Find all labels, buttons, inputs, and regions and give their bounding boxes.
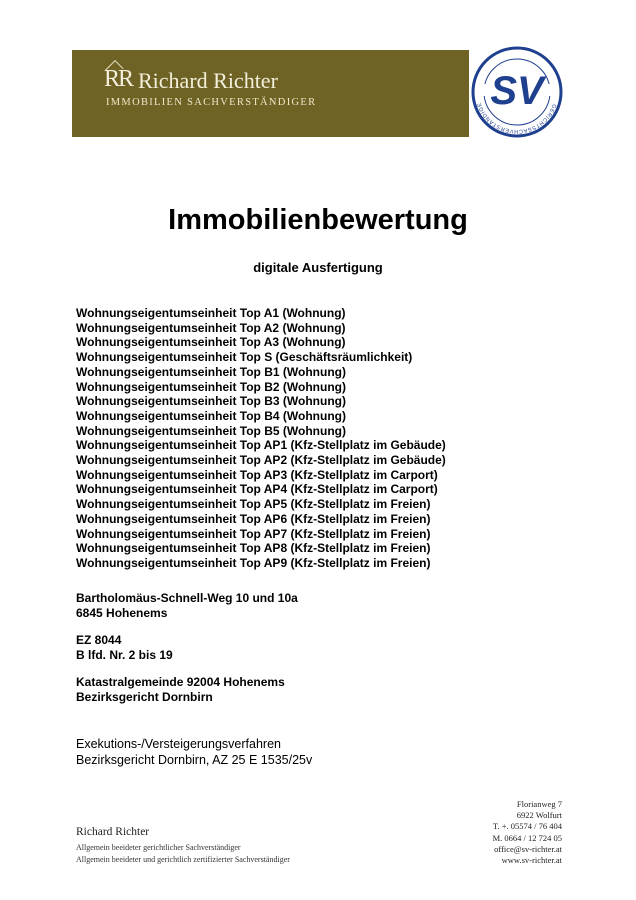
address-street: Bartholomäus-Schnell-Weg 10 und 10a — [76, 591, 298, 605]
cadastral-info — [76, 675, 285, 705]
unit-list-item: Wohnungseigentumseinheit Top B3 (Wohnung) — [76, 394, 346, 409]
seal-ring-text: GERICHTSSACHVERSTÄNDIGE — [476, 101, 557, 135]
footer-title-2: Allgemein beeideter und gerichtlich zertifizierter Sachverständiger — [76, 855, 290, 864]
footer-title-1: Allgemein beeideter gerichtlicher Sachverständiger — [76, 843, 241, 852]
unit-list-item: Wohnungseigentumseinheit Top A3 (Wohnung) — [76, 335, 346, 350]
seal-letters: SV — [490, 69, 544, 113]
footer-signature — [76, 826, 290, 866]
property-address — [76, 591, 298, 621]
unit-list-item: Wohnungseigentumseinheit Top AP2 (Kfz-Stellplatz im Gebäude) — [76, 453, 446, 468]
lfd-number: B lfd. Nr. 2 bis 19 — [76, 648, 173, 662]
document-title: Immobilienbewertung — [168, 204, 468, 236]
unit-list-item: Wohnungseigentumseinheit Top A2 (Wohnung) — [76, 320, 346, 335]
unit-list-item: Wohnungseigentumseinheit Top AP1 (Kfz-Stellplatz im Gebäude) — [76, 438, 446, 453]
unit-list-item: Wohnungseigentumseinheit Top AP3 (Kfz-Stellplatz im Carport) — [76, 467, 438, 482]
unit-list-item: Wohnungseigentumseinheit Top B2 (Wohnung) — [76, 379, 346, 394]
ez-number: EZ 8044 — [76, 633, 122, 647]
footer-name: Richard Richter — [76, 826, 150, 838]
unit-list-item: Wohnungseigentumseinheit Top AP6 (Kfz-Stellplatz im Freien) — [76, 511, 431, 526]
sv-seal-logo — [469, 44, 565, 140]
unit-list-item: Wohnungseigentumseinheit Top B4 (Wohnung) — [76, 408, 346, 423]
unit-list-item: Wohnungseigentumseinheit Top B5 (Wohnung) — [76, 423, 346, 438]
unit-list-item: Wohnungseigentumseinheit Top B1 (Wohnung) — [76, 364, 346, 379]
unit-list-item: Wohnungseigentumseinheit Top AP4 (Kfz-Stellplatz im Carport) — [76, 482, 438, 497]
company-tagline: IMMOBILIEN SACHVERSTÄNDIGER — [106, 97, 317, 108]
district-court: Bezirksgericht Dornbirn — [76, 690, 213, 704]
contact-line: M. 0664 / 12 724 05 — [492, 832, 562, 843]
cadastral-community: Katastralgemeinde 92004 Hohenems — [76, 675, 285, 689]
contact-line: www.sv-richter.at — [501, 855, 562, 866]
company-logo-mark — [104, 66, 132, 93]
unit-list-item: Wohnungseigentumseinheit Top S (Geschäftsräumlichkeit) — [76, 350, 413, 365]
unit-list-item: Wohnungseigentumseinheit Top A1 (Wohnung) — [76, 306, 346, 320]
land-register — [76, 633, 173, 663]
unit-list-item: Wohnungseigentumseinheit Top AP8 (Kfz-Stellplatz im Freien) — [76, 541, 431, 556]
procedure-court-reference: Bezirksgericht Dornbirn, AZ 25 E 1535/25v — [76, 753, 313, 767]
contact-line: T. +. 05574 / 76 404 — [492, 821, 562, 832]
unit-list-item: Wohnungseigentumseinheit Top AP5 (Kfz-Stellplatz im Freien) — [76, 497, 431, 512]
procedure-type: Exekutions-/Versteigerungsverfahren — [76, 737, 281, 751]
footer-contact — [493, 799, 562, 866]
contact-line: Florianweg 7 — [516, 799, 562, 809]
unit-list — [76, 306, 446, 571]
unit-list-item: Wohnungseigentumseinheit Top AP9 (Kfz-Stellplatz im Freien) — [76, 555, 431, 570]
address-city: 6845 Hohenems — [76, 606, 168, 620]
contact-line: 6922 Wolfurt — [516, 810, 562, 821]
procedure-info — [76, 736, 312, 768]
company-name: Richard Richter — [138, 68, 278, 93]
contact-line: office@sv-richter.at — [494, 843, 562, 854]
document-subtitle: digitale Ausfertigung — [253, 260, 383, 275]
logo-initials: RR — [104, 66, 133, 92]
unit-list-item: Wohnungseigentumseinheit Top AP7 (Kfz-Stellplatz im Freien) — [76, 526, 431, 541]
